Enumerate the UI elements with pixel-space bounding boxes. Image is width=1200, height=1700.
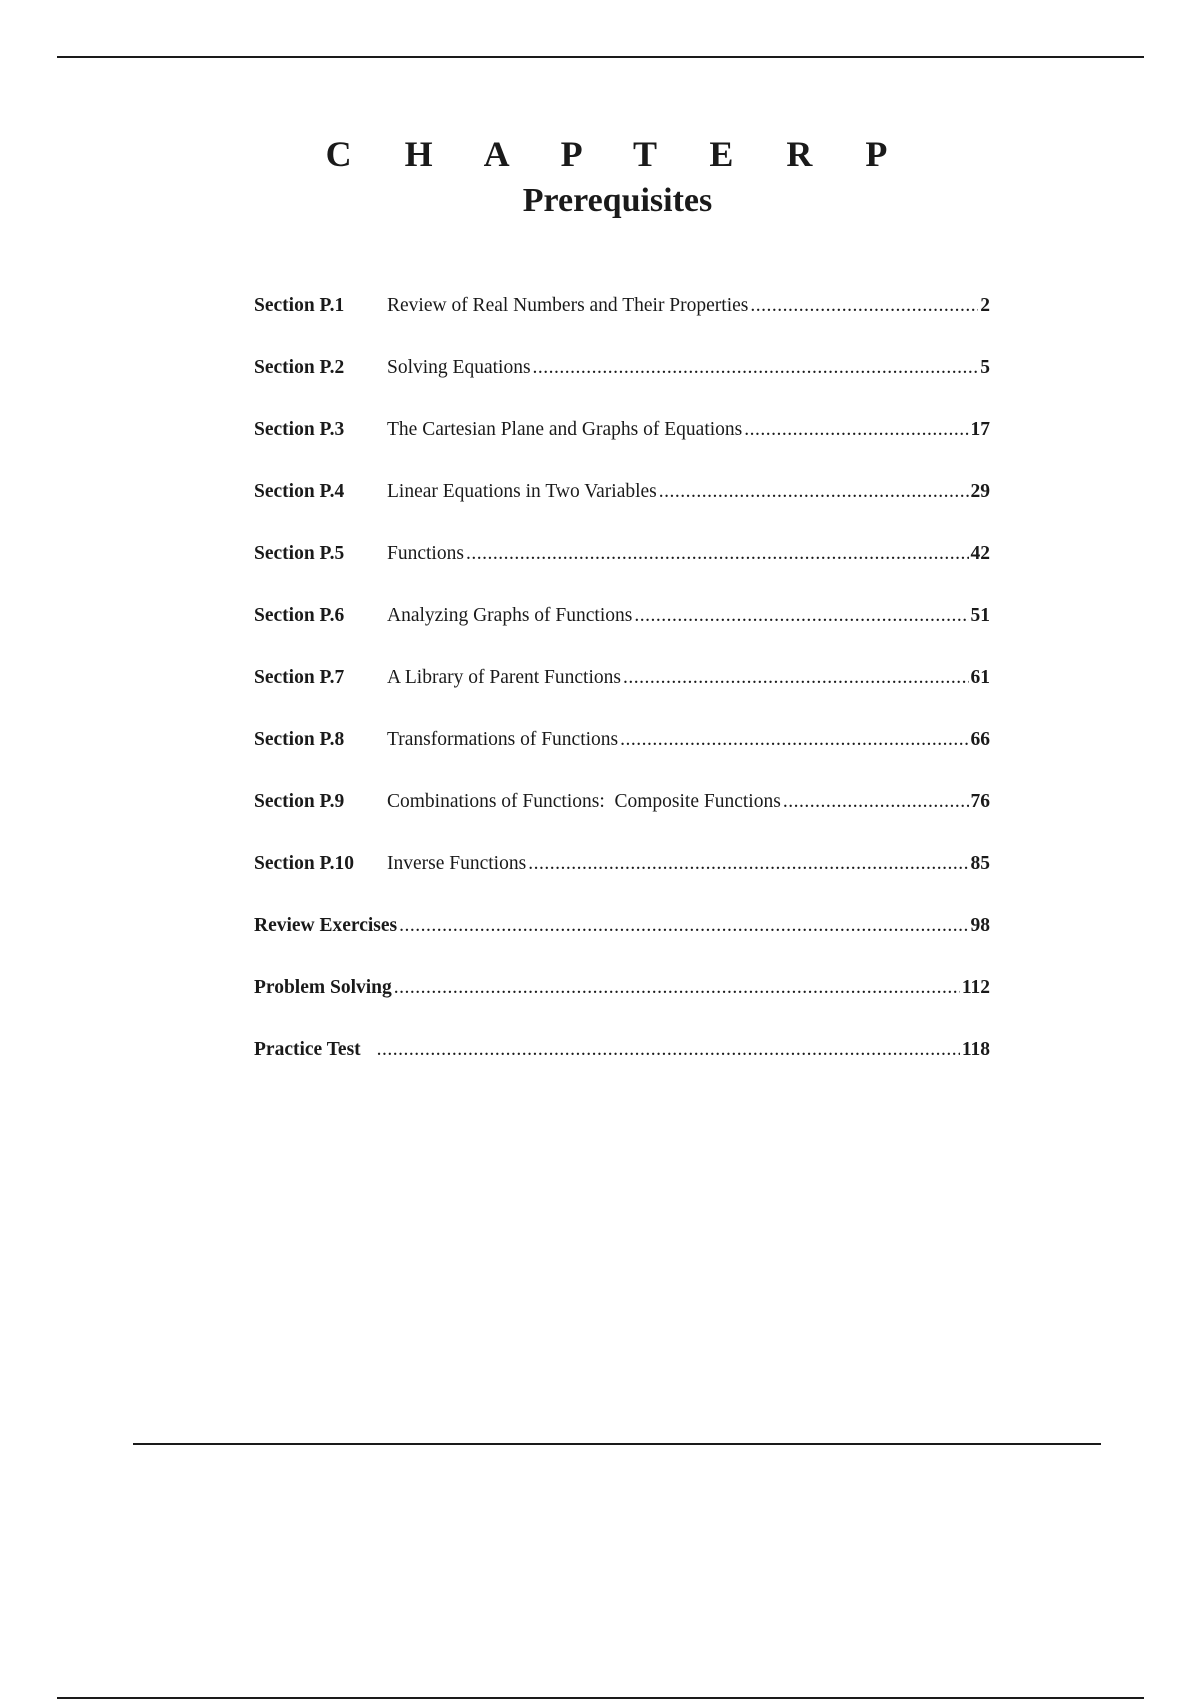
toc-page-number: 98: [970, 915, 990, 936]
toc-dot-leader: [620, 722, 968, 758]
table-of-contents: [254, 288, 990, 1094]
top-rule: [57, 56, 1144, 58]
toc-section-title: A Library of Parent Functions: [387, 667, 621, 688]
toc-section-title: Combinations of Functions: Composite Functions: [387, 791, 781, 812]
toc-page-number: 42: [970, 543, 990, 564]
toc-section-label: Section P.4: [254, 481, 345, 502]
toc-entry-p6[interactable]: [254, 598, 990, 660]
toc-section-label: Section P.1: [254, 295, 345, 316]
toc-page-number: 118: [961, 1039, 990, 1060]
bottom-rule: [57, 1697, 1144, 1699]
toc-entry-p1[interactable]: [254, 288, 990, 350]
toc-dot-leader: [744, 412, 968, 448]
toc-section-label: Section P.8: [254, 729, 345, 750]
toc-section-title: Analyzing Graphs of Functions: [387, 605, 633, 626]
toc-page-number: 5: [980, 357, 990, 378]
toc-section-title: Transformations of Functions: [387, 729, 619, 750]
toc-dot-leader: [659, 474, 969, 510]
toc-entry-p10[interactable]: [254, 846, 990, 908]
toc-entry-p7[interactable]: [254, 660, 990, 722]
toc-page-number: 112: [961, 977, 990, 998]
toc-entry-p5[interactable]: [254, 536, 990, 598]
toc-entry-problem-solving[interactable]: [254, 970, 990, 1032]
toc-section-label: Section P.2: [254, 357, 345, 378]
toc-page-number: 29: [970, 481, 990, 502]
toc-entry-p4[interactable]: [254, 474, 990, 536]
toc-dot-leader: [750, 288, 978, 324]
toc-section-title: Review of Real Numbers and Their Properties: [387, 295, 749, 316]
toc-dot-leader: [466, 536, 969, 572]
toc-entry-p8[interactable]: [254, 722, 990, 784]
toc-dot-leader: [394, 970, 960, 1006]
toc-extra-label: Review Exercises: [254, 915, 398, 936]
toc-page-number: 61: [970, 667, 990, 688]
chapter-label: C H A P T E R P: [325, 134, 910, 174]
chapter-title: Prerequisites: [522, 182, 713, 219]
toc-page-number: 2: [980, 295, 990, 316]
toc-page-number: 66: [970, 729, 990, 750]
toc-section-label: Section P.3: [254, 419, 345, 440]
toc-section-label: Section P.6: [254, 605, 345, 626]
toc-extra-label: Problem Solving: [254, 977, 392, 998]
toc-section-title: Inverse Functions: [387, 853, 527, 874]
toc-entry-practice-test[interactable]: [254, 1032, 990, 1094]
toc-page-number: 85: [970, 853, 990, 874]
toc-entry-p2[interactable]: [254, 350, 990, 412]
toc-section-label: Section P.7: [254, 667, 345, 688]
toc-section-title: Linear Equations in Two Variables: [387, 481, 657, 502]
toc-entry-review-exercises[interactable]: [254, 908, 990, 970]
toc-section-title: Solving Equations: [387, 357, 531, 378]
toc-entry-p3[interactable]: [254, 412, 990, 474]
toc-dot-leader: [634, 598, 968, 634]
toc-page-number: 76: [970, 791, 990, 812]
toc-dot-leader: [399, 908, 968, 944]
footer-rule: [133, 1443, 1101, 1445]
toc-section-title: The Cartesian Plane and Graphs of Equations: [387, 419, 743, 440]
toc-section-label: Section P.10: [254, 853, 355, 874]
toc-entry-p9[interactable]: [254, 784, 990, 846]
toc-section-title: Functions: [387, 543, 464, 564]
toc-dot-leader: [528, 846, 968, 882]
toc-section-label: Section P.5: [254, 543, 345, 564]
toc-dot-leader: [377, 1032, 960, 1068]
toc-dot-leader: [623, 660, 969, 696]
toc-page-number: 51: [970, 605, 990, 626]
toc-section-label: Section P.9: [254, 791, 345, 812]
toc-extra-label: Practice Test: [254, 1039, 361, 1060]
toc-dot-leader: [533, 350, 979, 386]
toc-page-number: 17: [970, 419, 990, 440]
toc-dot-leader: [783, 784, 969, 820]
